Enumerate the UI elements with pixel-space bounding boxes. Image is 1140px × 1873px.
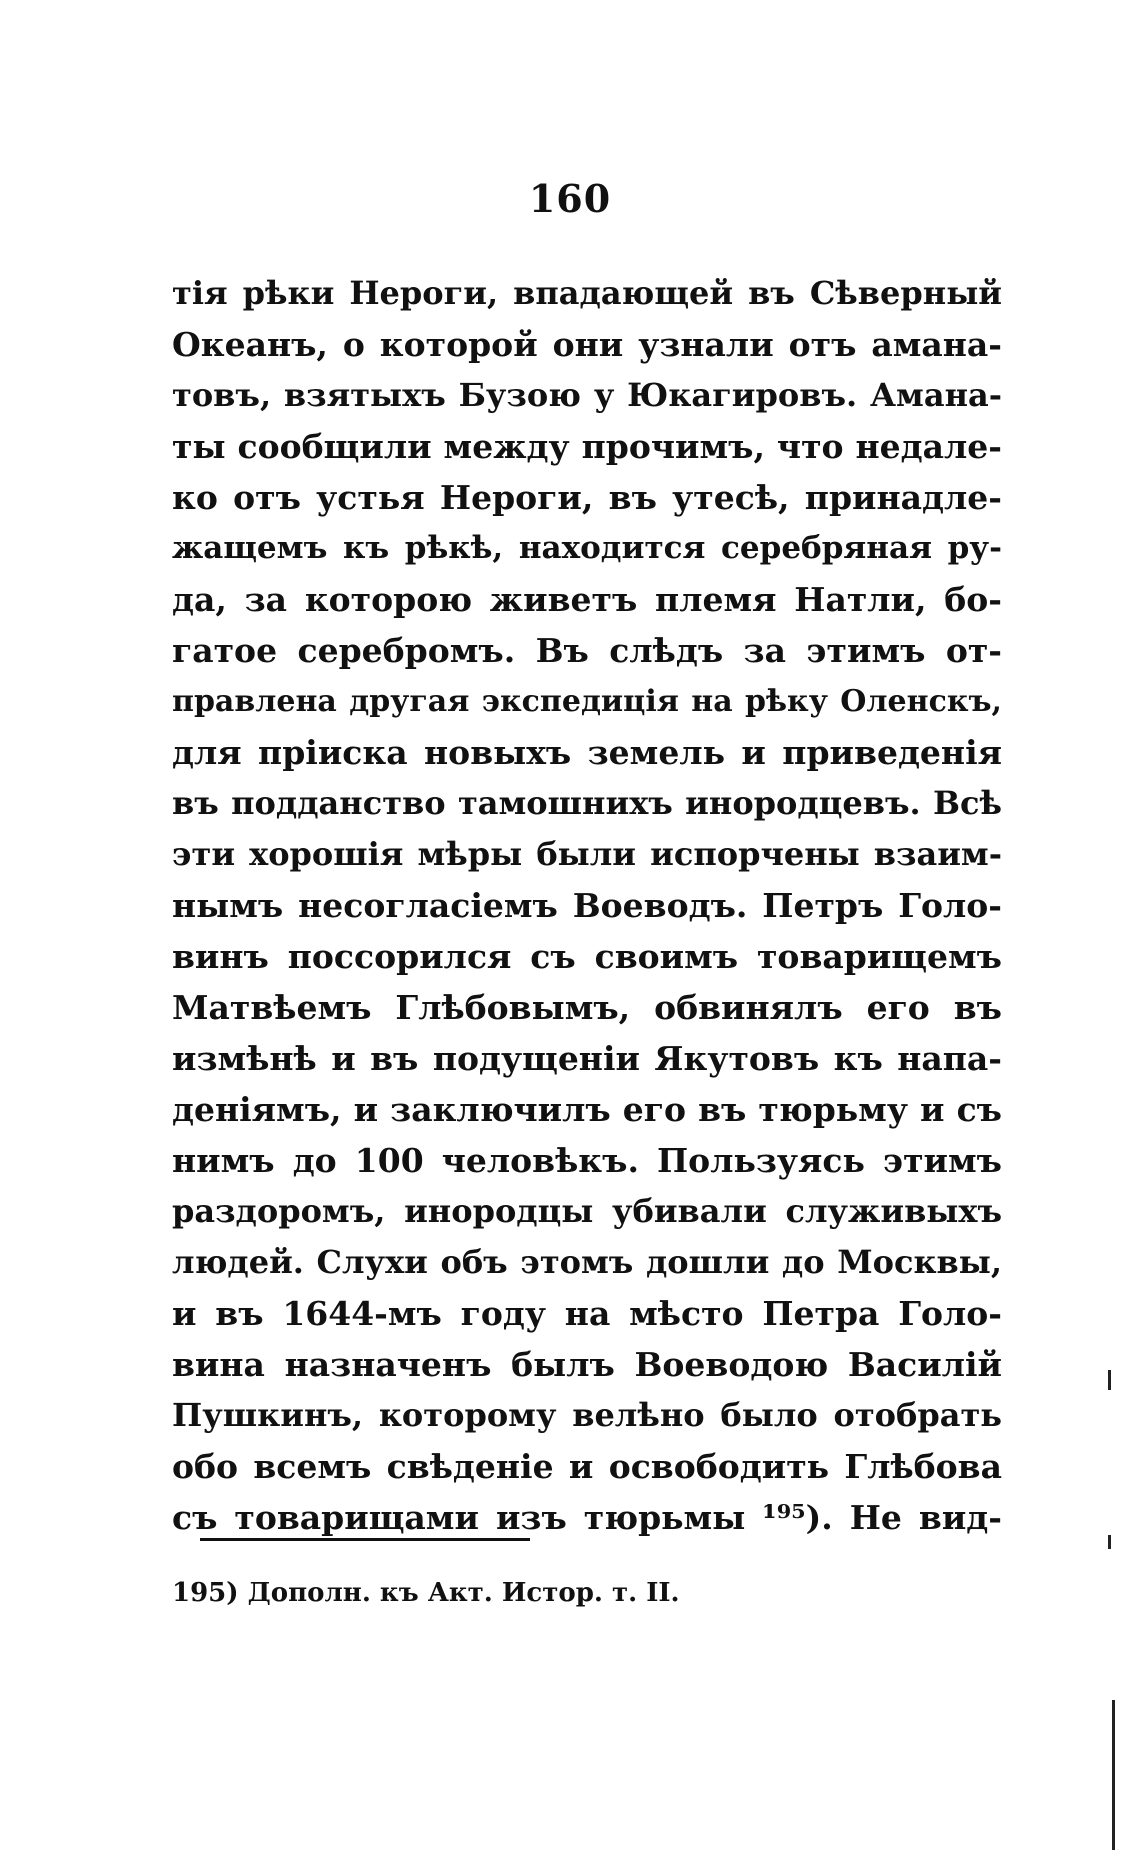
footnote-separator — [200, 1538, 530, 1541]
text-line: измѣнѣ и въ подущеніи Якутовъ къ напа- — [172, 1039, 1002, 1078]
text-line: обо всемъ свѣденіе и освободить Глѣбова — [172, 1447, 1002, 1486]
text-line: деніямъ, и заключилъ его въ тюрьму и съ — [172, 1090, 1002, 1129]
text-line: винъ поссорился съ своимъ товарищемъ — [172, 937, 1002, 976]
text-line: раздоромъ, инородцы убивали служивыхъ — [172, 1192, 1002, 1230]
body-text — [172, 268, 1002, 1543]
text-line: вина назначенъ былъ Воеводою Василій — [172, 1345, 1002, 1384]
text-line: гатое серебромъ. Въ слѣдъ за этимъ от- — [172, 631, 1002, 670]
text-line: ты сообщили между прочимъ, что недале- — [172, 427, 1002, 466]
page-number: 160 — [528, 176, 612, 221]
text-line: Океанъ, о которой они узнали отъ амана- — [172, 325, 1002, 364]
text-line: для пріиска новыхъ земель и приведенія — [172, 733, 1002, 772]
scan-edge-mark — [1108, 1370, 1111, 1390]
text-line: Матвѣемъ Глѣбовымъ, обвинялъ его въ — [172, 988, 1002, 1027]
text-line: правлена другая экспедиція на рѣку Оленскъ, — [172, 684, 1002, 719]
text-line: Пушкинъ, которому велѣно было отобрать — [172, 1396, 1002, 1434]
text-line: товъ, взятыхъ Бузою у Юкагировъ. Амана- — [172, 376, 1002, 414]
text-line: да, за которою живетъ племя Натли, бо- — [172, 580, 1002, 619]
text-line: тія рѣки Нероги, впадающей въ Сѣверный — [172, 274, 1002, 312]
text-line: нимъ до 100 человѣкъ. Пользуясь этимъ — [172, 1141, 1002, 1180]
text-line: жащемъ къ рѣкѣ, находится серебряная ру- — [172, 530, 1002, 566]
text-line: эти хорошія мѣры были испорчены взаим- — [172, 835, 1002, 873]
scan-edge-mark — [1108, 1535, 1111, 1549]
scan-edge-mark — [1112, 1700, 1115, 1850]
text-line: нымъ несогласіемъ Воеводъ. Петръ Голо- — [172, 886, 1002, 925]
text-line: ко отъ устья Нероги, въ утесѣ, принадле- — [172, 478, 1002, 517]
text-line: съ товарищами изъ тюрьмы ¹⁹⁵). Не вид- — [172, 1498, 1002, 1537]
text-line: людей. Слухи объ этомъ дошли до Москвы, — [172, 1243, 1002, 1281]
footnote: 195) Дополн. къ Акт. Истор. т. II. — [172, 1578, 680, 1608]
text-line: въ подданство тамошнихъ инородцевъ. Всѣ — [172, 784, 1002, 822]
text-line: и въ 1644-мъ году на мѣсто Петра Голо- — [172, 1294, 1002, 1333]
